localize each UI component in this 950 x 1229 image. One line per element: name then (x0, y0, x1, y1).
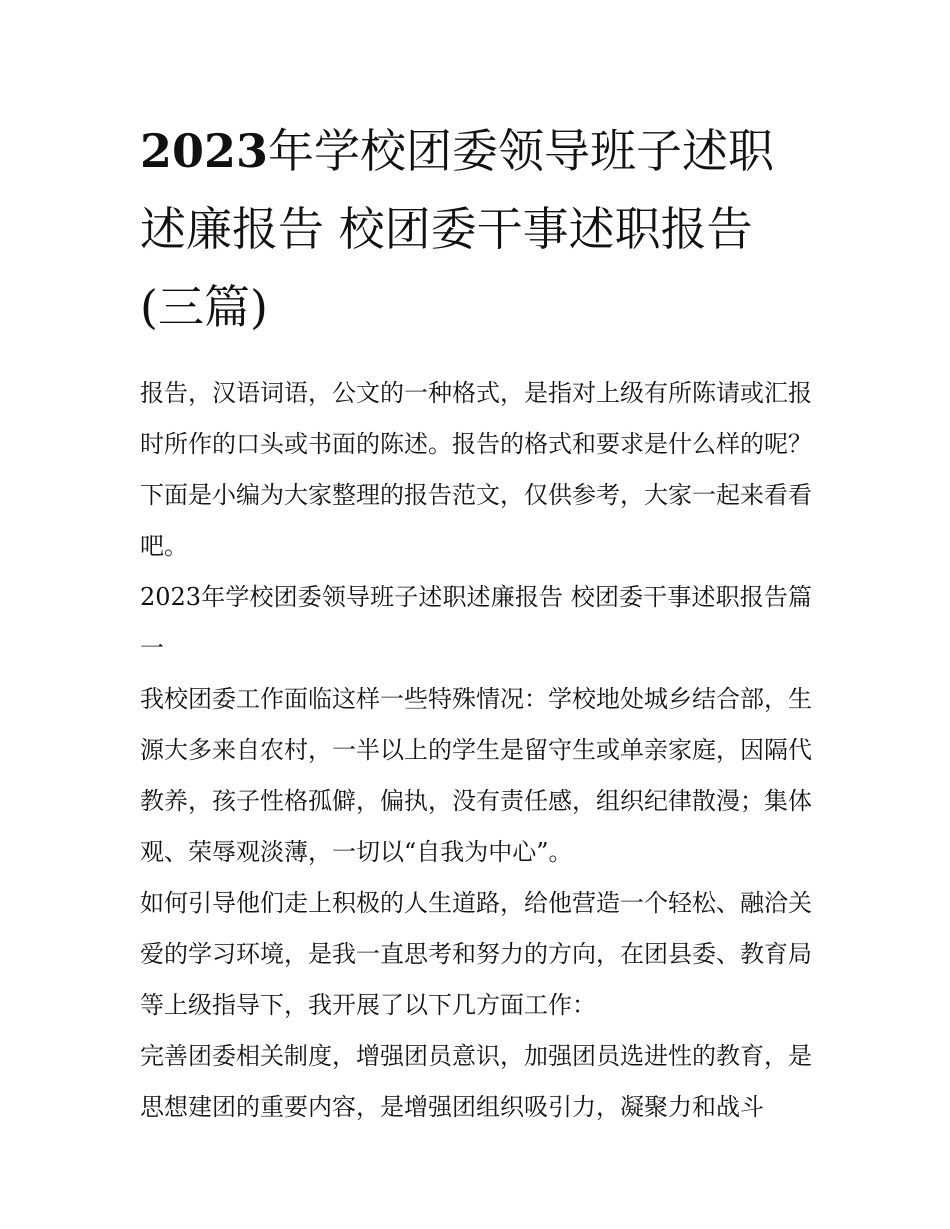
document-page (140, 112, 812, 1133)
body-paragraph: 我校团委工作面临这样一些特殊情况：学校地处城乡结合部，生源大多来自农村，一半以上的学生是留守生或单亲家庭，因隔代教养，孩子性格孤僻，偏执，没有责任感，组织纪律散漫；集体观、荣辱观淡薄，一切以“自我为中心”。 (140, 685, 812, 866)
body-paragraph: 完善团委相关制度，增强团员意识，加强团员选进性的教育，是思想建团的重要内容，是增强团组织吸引力，凝聚力和战斗 (140, 1042, 812, 1121)
body-paragraph: 如何引导他们走上积极的人生道路，给他营造一个轻松、融洽关爱的学习环境，是我一直思考和努力的方向，在团县委、教育局等上级指导下，我开展了以下几方面工作： (140, 889, 812, 1019)
intro-paragraph: 报告，汉语词语，公文的一种格式，是指对上级有所陈请或汇报时所作的口头或书面的陈述。报告的格式和要求是什么样的呢？下面是小编为大家整理的报告范文，仅供参考，大家一起来看看吧。 (140, 379, 812, 560)
title-year: 2023 (140, 124, 269, 178)
section-heading: 2023年学校团委领导班子述职述廉报告 校团委干事述职报告篇一 (140, 583, 812, 662)
document-body (140, 368, 812, 1133)
title-text: 年学校团委领导班子述职述廉报告 校团委干事述职报告(三篇) (140, 124, 775, 334)
document-title (140, 112, 812, 346)
